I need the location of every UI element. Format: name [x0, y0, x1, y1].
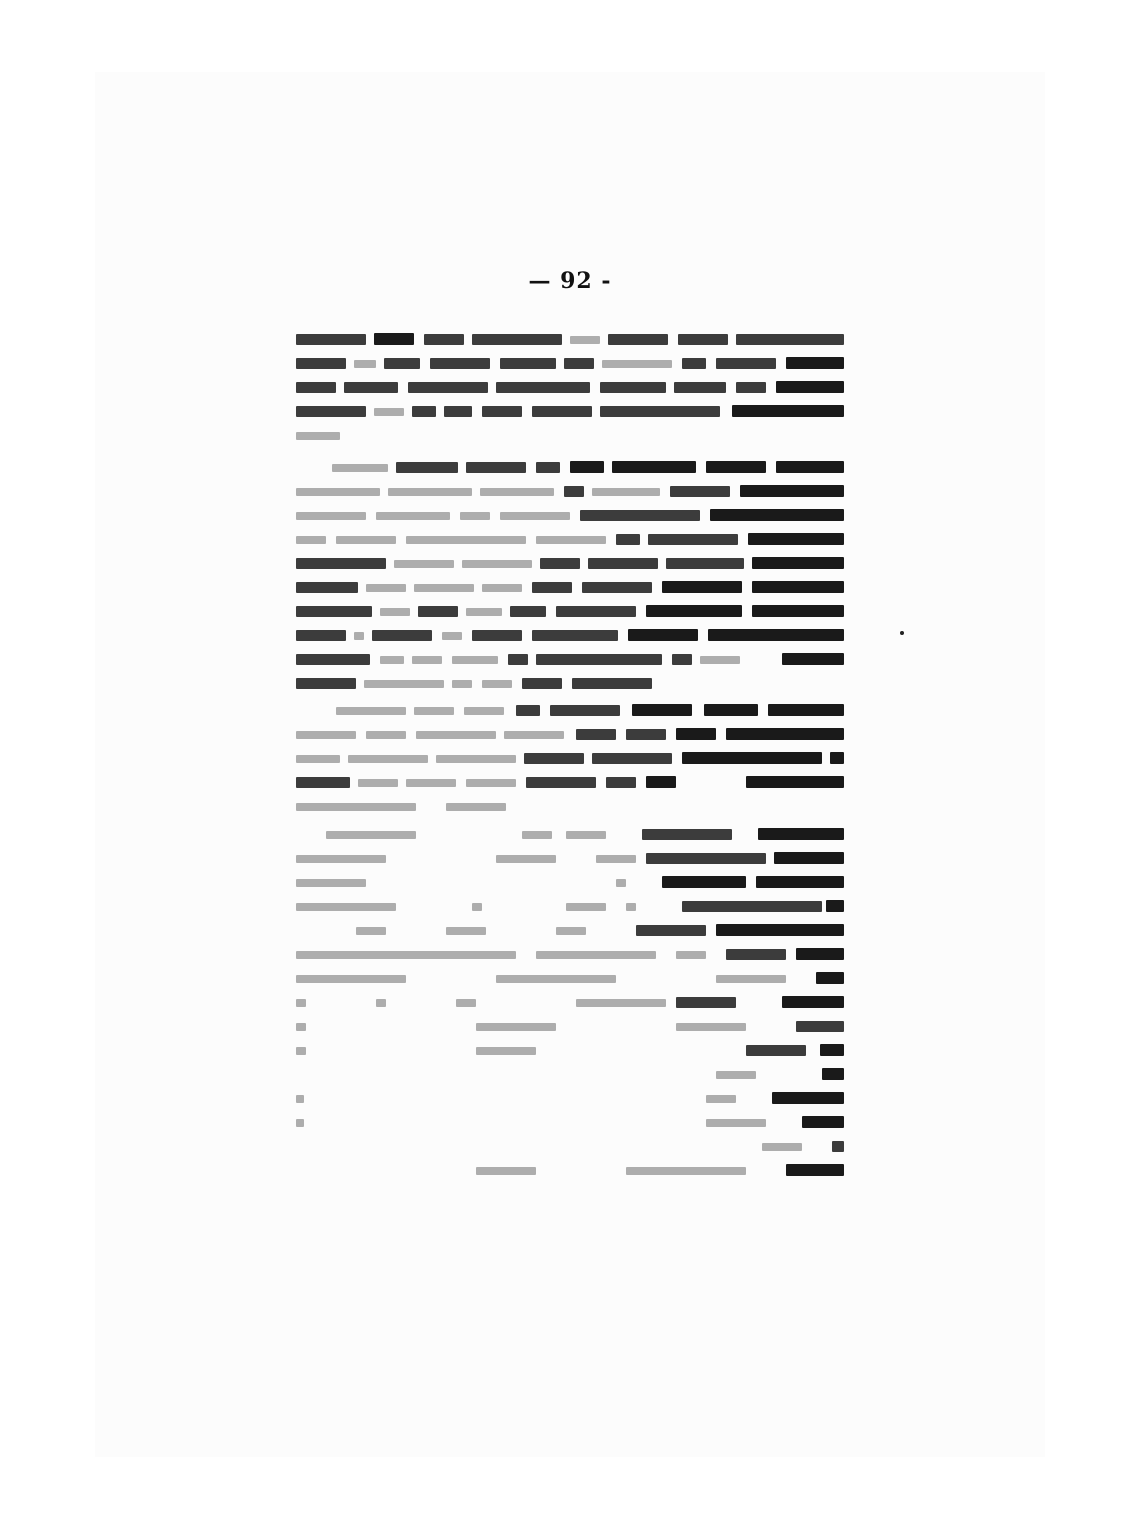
text-line [296, 1158, 846, 1182]
text-line [296, 794, 846, 818]
text-line [296, 599, 846, 623]
text-line [296, 942, 846, 966]
text-line [296, 1062, 846, 1086]
text-line [296, 671, 846, 695]
text-line [296, 698, 846, 722]
paragraph-1 [296, 327, 846, 447]
text-line [296, 647, 846, 671]
text-line [296, 1086, 846, 1110]
text-line [296, 990, 846, 1014]
text-line [296, 894, 846, 918]
text-line [296, 870, 846, 894]
text-line [296, 822, 846, 846]
text-line [296, 846, 846, 870]
text-line [296, 1038, 846, 1062]
text-line [296, 1134, 846, 1158]
text-line [296, 551, 846, 575]
text-line [296, 746, 846, 770]
text-line [296, 722, 846, 746]
text-line [296, 1110, 846, 1134]
paragraph-3 [296, 698, 846, 818]
text-line [296, 575, 846, 599]
text-line [296, 327, 846, 351]
scan-speck [900, 631, 904, 635]
text-line [296, 503, 846, 527]
text-line [296, 455, 846, 479]
text-line [296, 623, 846, 647]
paragraph-2 [296, 455, 846, 695]
page-number: — 92 - [528, 268, 612, 294]
text-line [296, 966, 846, 990]
text-line [296, 375, 846, 399]
text-line [296, 423, 846, 447]
text-line [296, 399, 846, 423]
text-line [296, 918, 846, 942]
text-line [296, 351, 846, 375]
text-line [296, 770, 846, 794]
text-line [296, 1014, 846, 1038]
text-line [296, 479, 846, 503]
paragraph-4 [296, 822, 846, 1182]
text-line [296, 527, 846, 551]
